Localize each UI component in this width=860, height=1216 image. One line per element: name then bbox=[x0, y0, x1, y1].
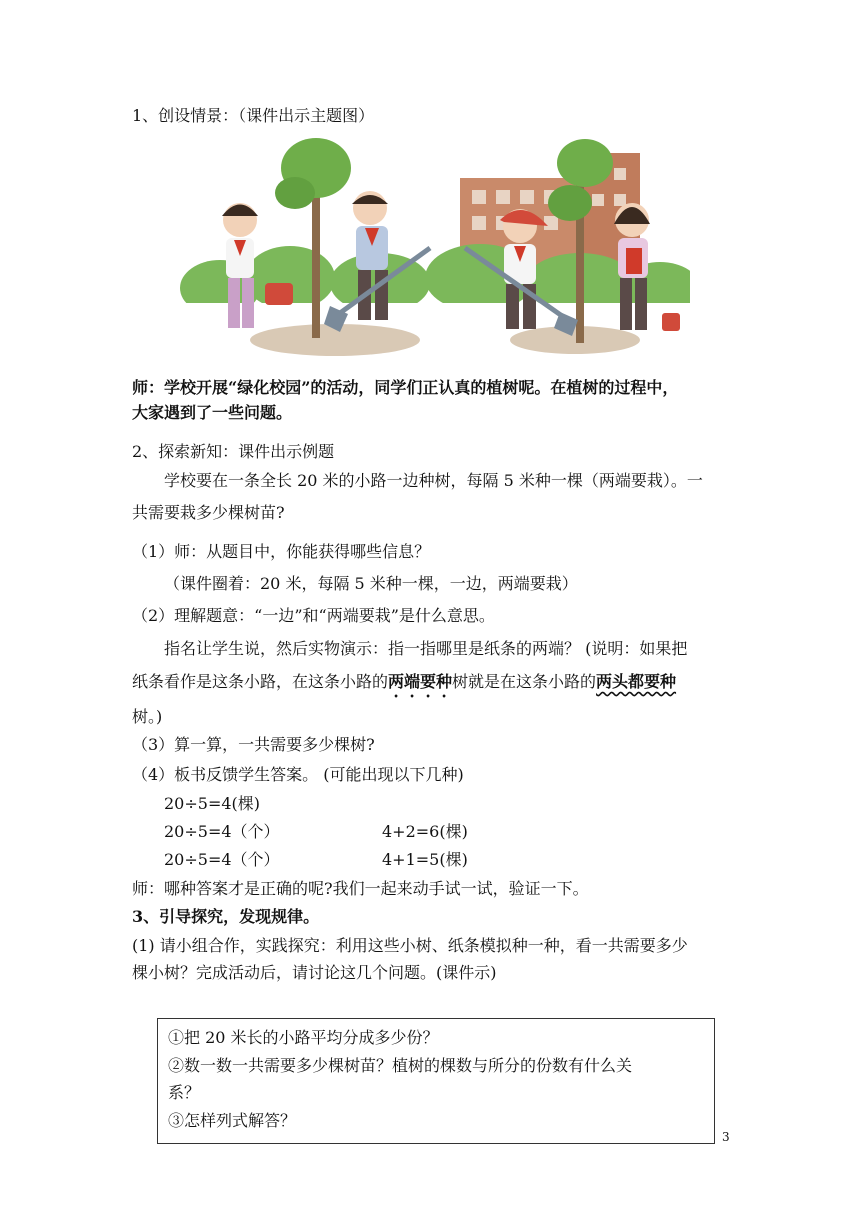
section1-title: 1、创设情景：（课件出示主题图） bbox=[132, 106, 375, 125]
discussion-box bbox=[157, 1018, 715, 1144]
teacher-intro-line2: 大家遇到了一些问题。 bbox=[132, 403, 293, 422]
answer-left: 20÷5=4（个） bbox=[164, 850, 280, 869]
teacher-question: 师：哪种答案才是正确的呢?我们一起来动手试一试，验证一下。 bbox=[132, 879, 589, 898]
answer-right: 4+2=6(棵) bbox=[382, 822, 468, 841]
answer-left: 20÷5=4（个） bbox=[164, 822, 280, 841]
problem-line2: 共需要栽多少棵树苗? bbox=[132, 503, 285, 522]
discussion-item: ③怎样列式解答？ bbox=[168, 1111, 297, 1130]
section2-title: 2、探索新知：课件出示例题 bbox=[132, 442, 335, 461]
emphasis-text: 两端要种 bbox=[388, 672, 453, 691]
question-1: （1）师：从题目中，你能获得哪些信息？ bbox=[132, 542, 431, 561]
teacher-intro-line1: 师：学校开展“绿化校园”的活动，同学们正认真的植树呢。在植树的过程中， bbox=[132, 378, 679, 397]
tree-planting-illustration bbox=[180, 128, 690, 360]
section3-p1-line2: 棵小树？完成活动后，请讨论这几个问题。(课件示) bbox=[132, 963, 497, 982]
dirt-mound bbox=[510, 326, 640, 354]
question-3: （3）算一算，一共需要多少棵树? bbox=[132, 735, 375, 754]
section3-title: 3、引导探究，发现规律。 bbox=[132, 907, 320, 926]
page-number: 3 bbox=[722, 1130, 730, 1144]
demo-text: 树就是在这条小路的 bbox=[452, 672, 597, 691]
discussion-item: ①把 20 米长的小路平均分成多少份？ bbox=[168, 1028, 439, 1047]
answer-right: 4+1=5(棵) bbox=[382, 850, 468, 869]
demo-line2 bbox=[132, 671, 676, 701]
demo-text: 纸条看作是这条小路，在这条小路的 bbox=[132, 672, 389, 691]
demo-line1: 指名让学生说，然后实物演示：指一指哪里是纸条的两端？ (说明：如果把 bbox=[164, 639, 688, 658]
emphasis-text: 两头都要种 bbox=[596, 672, 677, 691]
question-1-note: （课件圈着：20 米，每隔 5 米种一棵，一边，两端要栽） bbox=[164, 574, 578, 593]
question-2: （2）理解题意：“一边”和“两端要栽”是什么意思。 bbox=[132, 606, 495, 625]
demo-line3: 树。) bbox=[132, 707, 163, 726]
discussion-item: 系？ bbox=[168, 1083, 201, 1102]
answer-left: 20÷5=4(棵) bbox=[164, 794, 261, 813]
discussion-item: ②数一数一共需要多少棵树苗？植树的棵数与所分的份数有什么关 bbox=[168, 1056, 633, 1075]
section3-p1-line1: (1) 请小组合作，实践探究：利用这些小树、纸条模拟种一种，看一共需要多少 bbox=[132, 936, 688, 955]
question-4: （4）板书反馈学生答案。 (可能出现以下几种) bbox=[132, 765, 464, 784]
problem-line1: 学校要在一条全长 20 米的小路一边种树，每隔 5 米种一棵（两端要栽）。一 bbox=[164, 471, 703, 490]
